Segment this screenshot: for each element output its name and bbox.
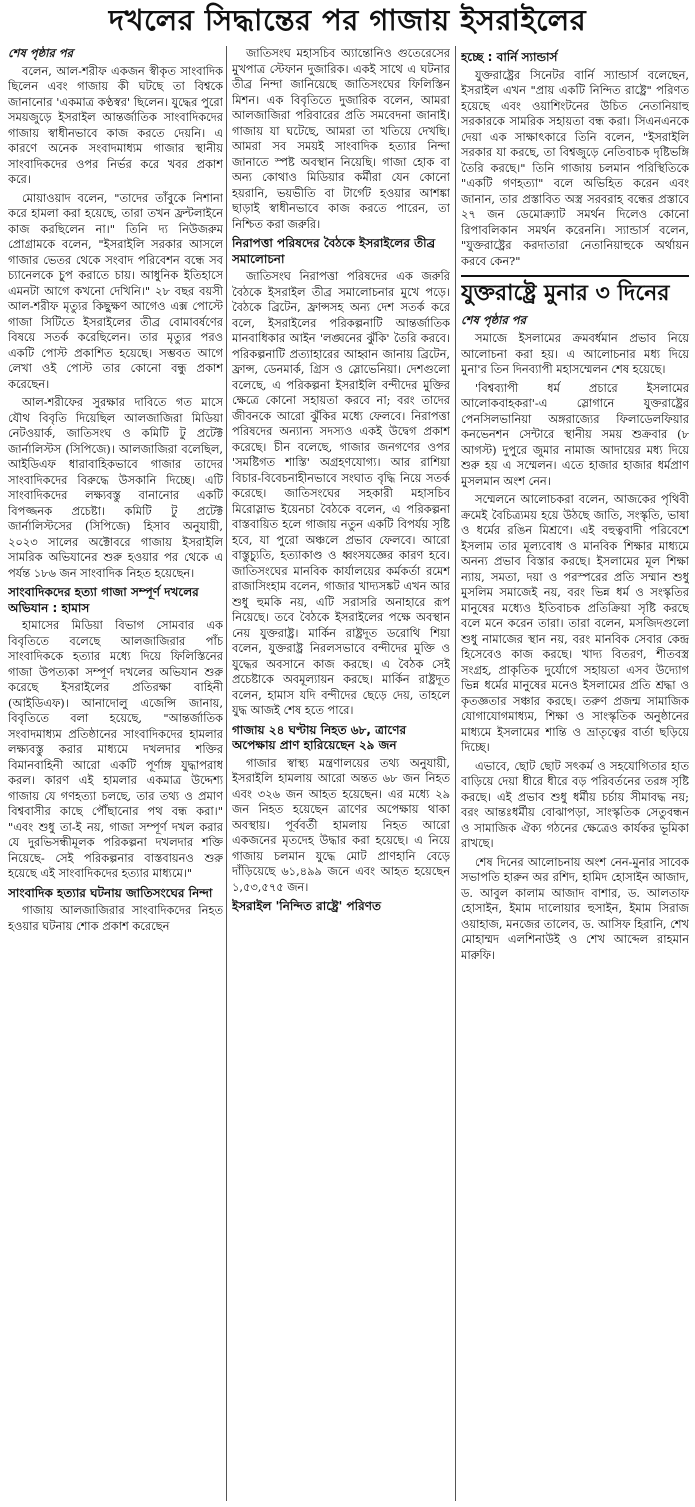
continued-from-label: শেষ পৃষ্ঠার পর bbox=[8, 46, 73, 60]
continued-from-label: শেষ পৃষ্ঠার পর bbox=[461, 313, 526, 328]
subheading: সাংবাদিক হত্যার ঘটনায় জাতিসংঘের নিন্দা bbox=[8, 885, 213, 900]
paragraph: শেষ দিনের আলোচনায় অংশ নেন-মুনার সাবেক সভাপতি হারুন অর রশিদ, হামিদ হোসাইন আজাদ, ড. আবুল কালাম আজাদ বাশার, ড. আলতাফ হোসাইন, ইমাম দালোয়ার হুসাইন, ইমাম সিরাজ ওয়াহাজ, মনজের তালেব, ড. আসিফ হিরানি, শেখ মোহাম্মদ এলশিনাউই ও শেখ আব্দেল রাহমান মারুফি। bbox=[461, 854, 689, 962]
paragraph: যুক্তরাষ্ট্রের সিনেটর বার্নি স্যান্ডার্স বলেছেন, ইসরাইল এখন "প্রায় একটি নিন্দিত রাষ্ট্রে" পরিণত হয়েছে এবং ওয়াশিংটনের উচিত নেতানিয়াহু সরকারকে সামরিক সহায়তা বন্ধ করা। সিএনএনকে দেয়া এক সাক্ষাৎকারে তিনি বলেন, "ইসরাইলি সরকার যা করছে, তা বিশ্বজুড়ে নেতিবাচক দৃষ্টিভঙ্গি তৈরি করছে।" তিনি গাজায় চলমান পরিস্থিতিকে "একটি গণহত্যা" বলে অভিহিত করেন এবং জানান, তার প্রস্তাবিত অস্ত্র সরবরাহ বন্ধের প্রস্তাবে ২৭ জন ডেমোক্র্যাট সমর্থন দিলেও কোনো রিপাবলিকান সমর্থন করেননি। স্যান্ডার্স বলেন, "যুক্তরাষ্ট্রের করদাতারা নেতানিয়াহুকে অর্থায়ন করবে কেন?" bbox=[461, 67, 689, 268]
article-column-2 bbox=[232, 46, 450, 1501]
paragraph: জাতিসংঘ মহাসচিব অ্যান্তোনিও গুতেরেসের মুখপাত্র স্টেফান দুজারিক। একই সাথে এ ঘটনার তীব্র নিন্দা জানিয়েছে জাতিসংঘের ফিলিস্তিন মিশন। এক বিবৃতিতে দুজারিক বলেন, আমরা আলজাজিরা পরিবারের প্রতি সমবেদনা জানাই। গাজায় যা ঘটেছে, আমরা তা খতিয়ে দেখছি। আমরা সব সময়ই সাংবাদিক হত্যার নিন্দা জানাতে স্পষ্ট অবস্থান নিয়েছি। গাজা হোক বা অন্য কোথাও মিডিয়ার কর্মীরা যেন কোনো হয়রানি, ভয়ভীতি বা টার্গেট হওয়ার আশঙ্কা ছাড়াই স্বাধীনভাবে কাজ করতে পারেন, তা নিশ্চিত করা জরুরি। bbox=[232, 46, 450, 231]
subheading: ইসরাইল 'নিন্দিত রাষ্ট্রে' পরিণত bbox=[232, 899, 381, 914]
paragraph: 'বিশ্বব্যাপী ধর্ম প্রচারে ইসলামের আলোকবাহকরা'-এ স্লোগানে যুক্তরাষ্ট্রের পেনসিলভানিয়া অঙ্গরাজ্যের ফিলাডেলফিয়ার কনভেনশন সেন্টারে স্থানীয় সময় শুক্রবার (৮ আগস্ট) দুপুরে জুমার নামাজ আদায়ের মধ্য দিয়ে শুরু হয় এ সম্মেলন। এতে হাজার হাজার ধর্মপ্রাণ মুসলমান অংশ নেন। bbox=[461, 380, 689, 488]
headline: দখলের সিদ্ধান্তের পর গাজায় ইসরাইলের bbox=[108, 2, 587, 37]
paragraph: সম্মেলনে আলোচকরা বলেন, আজকের পৃথিবী ক্রমেই বৈচিত্র্যময় হয়ে উঠছে জাতি, সংস্কৃতি, ভাষা ও ধর্মের রঙিন মিশ্রণে। এই বহুত্ববাদী পরিবেশে ইসলাম তার মূল্যবোধ ও মানবিক শিক্ষার মাধ্যমে অনন্য প্রভাব বিস্তার করছে। ইসলামের মূল শিক্ষা ন্যায়, সমতা, দয়া ও পরস্পরের প্রতি সম্মান শুধু মুসলিম সমাজেই নয়, বরং ভিন্ন ধর্ম ও সংস্কৃতির মানুষের মধ্যেও ইতিবাচক প্রতিক্রিয়া সৃষ্টি করছে বলে মনে করেন তারা। তারা বলেন, মসজিদগুলো শুধু নামাজের স্থান নয়, বরং মানবিক সেবার কেন্দ্র হিসেবেও কাজ করছে। খাদ্য বিতরণ, শীতবস্ত্র সংগ্রহ, প্রাকৃতিক দুর্যোগে সহায়তা এসব উদ্যোগ ভিন্ন ধর্মের মানুষের মনেও ইসলামের প্রতি শ্রদ্ধা ও কৃতজ্ঞতার সঞ্চার করছে। তরুণ প্রজন্ম সামাজিক যোগাযোগমাধ্যম, শিক্ষা ও সাংস্কৃতিক অনুষ্ঠানের মাধ্যমে ইসলামের শান্তি ও ভ্রাতৃত্বের বার্তা ছড়িয়ে দিচ্ছে। bbox=[461, 492, 689, 755]
subheading: হচ্ছে : বার্নি স্যান্ডার্স bbox=[461, 50, 558, 64]
article-column-1 bbox=[8, 46, 223, 1501]
paragraph: আল-শরীফের সুরক্ষার দাবিতে গত মাসে যৌথ বিবৃতি দিয়েছিল আলজাজিরা মিডিয়া নেটওয়ার্ক, জাতিসংঘ ও কমিটি টু প্রটেক্ট জার্নালিস্টস (সিপিজে)। আলজাজিরা বলেছিল, আইডিএফ ধারাবাহিকভাবে গাজার তাদের সাংবাদিকদের বিরুদ্ধে উসকানি দিচ্ছে। এটি সাংবাদিকদের লক্ষ্যবস্তু বানানোর একটি বিপজ্জনক প্রচেষ্টা। কমিটি টু প্রটেক্ট জার্নালিস্টসের (সিপিজে) হিসাব অনুযায়ী, ২০২৩ সালের অক্টোবরে গাজায় ইসরাইলি সামরিক অভিযানের শুরু হওয়ার পর থেকে এ পর্যন্ত ১৮৬ জন সাংবাদিক নিহত হয়েছেন। bbox=[8, 395, 223, 580]
paragraph: বলেন, আল-শরীফ একজন স্বীকৃত সাংবাদিক ছিলেন এবং গাজায় কী ঘটছে তা বিশ্বকে জানানোর 'একমাত্র কণ্ঠস্বর' ছিলেন। যুদ্ধের পুরো সময়জুড়ে ইসরাইল আন্তর্জাতিক সাংবাদিকদের গাজায় স্বাধীনভাবে কাজ করতে দেয়নি। এ কারণে অনেক সংবাদমাধ্যম গাজার স্থানীয় সাংবাদিকদের ওপর নির্ভর করে খবর প্রকাশ করে। bbox=[8, 63, 223, 187]
paragraph: মোয়াওয়াদ বলেন, "তাদের তাঁবুকে নিশানা করে হামলা করা হয়েছে, তারা তখন ফ্রন্টলাইনে কাজ করছিলেন না।" তিনি দ্য নিউজরুম প্রোগ্রামকে বলেন, "ইসরাইলি সরকার আসলে গাজার ভেতর থেকে সংবাদ পরিবেশন বন্ধে সব চ্যানেলকে চুপ করাতে চায়। আধুনিক ইতিহাসে এমনটা আগে কখনো দেখিনি।" ২৮ বছর বয়সী আল-শরীফ মৃত্যুর কিছুক্ষণ আগেও এক্স পোস্টে গাজা সিটিতে ইসরাইলের তীব্র বোমাবর্ষণের বিষয়ে সতর্ক করেছিলেন। তার মৃত্যুর পরও একটি পোস্ট প্রকাশিত হয়েছে। সম্ভবত আগে লেখা ওই পোস্ট তার কোনো বন্ধু প্রকাশ করেছেন। bbox=[8, 190, 223, 391]
column-divider bbox=[226, 46, 227, 1501]
column-divider bbox=[455, 46, 456, 1501]
paragraph: গাজায় আলজাজিরার সাংবাদিকদের নিহত হওয়ার ঘটনায় শোক প্রকাশ করেছেন bbox=[8, 903, 223, 933]
subheading: সাংবাদিকদের হত্যা গাজা সম্পূর্ণ দখলের অভিযান : হামাস bbox=[8, 585, 199, 615]
article-column-3 bbox=[461, 46, 689, 1501]
paragraph: এভাবে, ছোট ছোট সৎকর্ম ও সহযোগিতার হাত বাড়িয়ে দেয়া ধীরে ধীরে বড় পরিবর্তনের তরঙ্গ সৃষ্টি করছে। এই প্রভাব শুধু ধর্মীয় চর্চায় সীমাবদ্ধ নয়; বরং আন্তঃধর্মীয় বোঝাপড়া, সাংস্কৃতিক সেতুবন্ধন ও সামাজিক ঐক্য গঠনের ক্ষেত্রেও কার্যকর ভূমিকা রাখছে। bbox=[461, 758, 689, 851]
paragraph: জাতিসংঘ নিরাপত্তা পরিষদের এক জরুরি বৈঠকে ইসরাইল তীব্র সমালোচনার মুখে পড়ে। বৈঠকে ব্রিটেন, ফ্রান্সসহ অন্য দেশ সতর্ক করে বলে, ইসরাইলের পরিকল্পনাটি আন্তর্জাতিক মানবাধিকার আইন 'লঙ্ঘনের ঝুঁকি' তৈরি করবে। পরিকল্পনাটি প্রত্যাহারের আহ্বান জানায় ব্রিটেন, ফ্রান্স, ডেনমার্ক, গ্রিস ও স্লোভেনিয়া। দেশগুলো বলেছে, এ পরিকল্পনা ইসরাইলি বন্দীদের মুক্তির ক্ষেত্রে কোনো সহায়তা করবে না; বরং তাদের জীবনকে আরো ঝুঁকির মধ্যে ফেলবে। নিরাপত্তা পরিষদের অন্যান্য সদস্যও একই উদ্বেগ প্রকাশ করেছে। চীন বলেছে, গাজার জনগণের ওপর 'সমষ্টিগত শাস্তি' অগ্রহণযোগ্য। আর রাশিয়া বিচার-বিবেচনাহীনভাবে সংঘাত বৃদ্ধি নিয়ে সতর্ক করেছে। জাতিসংঘের সহকারী মহাসচিব মিরোস্লাভ ইয়েনচা বৈঠকে বলেন, এ পরিকল্পনা বাস্তবায়িত হলে গাজায় নতুন একটি বিপর্যয় সৃষ্টি হবে, যা পুরো অঞ্চলে প্রভাব ফেলবে। আরো বাস্তুচ্যুতি, হত্যাকাণ্ড ও ধ্বংসযজ্ঞের কারণ হবে। জাতিসংঘের মানবিক কার্যালয়ের কর্মকর্তা রমেশ রাজাসিংহাম বলেন, গাজার খাদ্যসঙ্কট এখন আর শুধু হুমকি নয়, এটি সরাসরি অনাহারে রূপ নিয়েছে। তবে বৈঠকে ইসরাইলের পক্ষে অবস্থান নেয় যুক্তরাষ্ট্র। মার্কিন রাষ্ট্রদূত ডরোথি শিয়া বলেন, যুক্তরাষ্ট্র নিরলসভাবে বন্দীদের মুক্তি ও যুদ্ধের অবসানে কাজ করছে। এ বৈঠক সেই প্রচেষ্টাকে অবমূল্যায়ন করছে। মার্কিন রাষ্ট্রদূত বলেন, হামাস যদি বন্দীদের ছেড়ে দেয়, তাহলে যুদ্ধ আজই শেষ হতে পারে। bbox=[232, 269, 450, 718]
subheading: নিরাপত্তা পরিষদের বৈঠকে ইসরাইলের তীব্র সমালোচনা bbox=[232, 236, 436, 266]
second-article-headline: যুক্তরাষ্ট্রে মুনার ৩ দিনের bbox=[461, 275, 689, 307]
paragraph: গাজার স্বাস্থ্য মন্ত্রণালয়ের তথ্য অনুযায়ী, ইসরাইলি হামলায় আরো অন্তত ৬৮ জন নিহত এবং ৩২৬ জন আহত হয়েছেন। এর মধ্যে ২৯ জন নিহত হয়েছেন ত্রাণের অপেক্ষায় থাকা অবস্থায়। পূর্ববর্তী হামলায় নিহত আরো একজনের মৃতদেহ উদ্ধার করা হয়েছে। এ নিয়ে গাজায় চলমান যুদ্ধে মোট প্রাণহানি বেড়ে দাঁড়িয়েছে ৬১,৪৯৯ জনে এবং আহত হয়েছেন ১,৫৩,৫৭৫ জন। bbox=[232, 755, 450, 894]
paragraph: হামাসের মিডিয়া বিভাগ সোমবার এক বিবৃতিতে বলেছে আলজাজিরার পাঁচ সাংবাদিককে হত্যার মধ্যে দিয়ে ফিলিস্তিনের গাজা উপত্যকা সম্পূর্ণ দখলের অভিযান শুরু করেছে ইসরাইলের প্রতিরক্ষা বাহিনী (আইডিএফ)। আনাদোলু এজেন্সি জানায়, বিবৃতিতে বলা হয়েছে, "আন্তর্জাতিক সংবাদমাধ্যম প্রতিষ্ঠানের সাংবাদিকদের হামলার লক্ষ্যবস্তু করার মাধ্যমে দখলদার শক্তির বিমানবাহিনী আরো একটি পূর্ণাঙ্গ যুদ্ধাপরাধ করল। কারণ এই হামলার একমাত্র উদ্দেশ্য গাজায় যে গণহত্যা চলছে, তার তথ্য ও প্রমাণ বিশ্ববাসীর কাছে পৌঁছানোর পথ বন্ধ করা।" "এবং শুধু তা-ই নয়, গাজা সম্পূর্ণ দখল করার যে দুরভিসন্ধীমূলক পরিকল্পনা দখলদার শক্তি নিয়েছে- সেই পরিকল্পনার বাস্তবায়নও শুরু হয়েছে এই সাংবাদিকদের হত্যার মাধ্যমে।" bbox=[8, 618, 223, 881]
paragraph: সমাজে ইসলামের ক্রমবর্ধমান প্রভাব নিয়ে আলোচনা করা হয়। এ আলোচনার মধ্য দিয়ে মুনা'র তিন দিনব্যাপী মহাসম্মেলন শেষ হয়েছে। bbox=[461, 331, 689, 377]
subheading: গাজায় ২৪ ঘণ্টায় নিহত ৬৮, ত্রাণের অপেক্ষায় প্রাণ হারিয়েছেন ২৯ জন bbox=[232, 722, 407, 753]
